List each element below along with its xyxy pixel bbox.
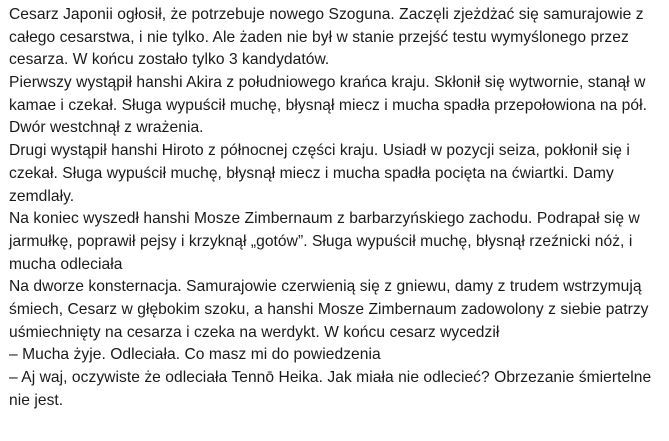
text-line: jarmułkę, poprawił pejsy i krzyknął „gotów”. Sługa wypuścił muchę, błysnął rzeźnicki nóż, i [9,232,633,250]
text-line: – Aj waj, oczywiste że odleciała Tennō Heika. Jak miała nie odlecieć? Obrzezanie śmiertelne [9,369,652,386]
text-line: Drugi wystąpił hanshi Hiroto z północnej części kraju. Usiadł w pozycji seiza, pokłonił się i [9,142,630,160]
text-line: Na koniec wyszedł hanshi Mosze Zimbernaum z barbarzyńskiego zachodu. Podrapał się w [9,210,640,228]
text-line: całego cesarstwa, i nie tylko. Ale żaden nie był w stanie przejść testu wymyślonego przez [9,28,629,46]
text-line: Na dworze konsternacja. Samurajowie czerwienią się z gniewu, damy z trudem wstrzymują [9,278,642,296]
text-line: uśmiechnięty na cesarza i czeka na werdykt. W końcu cesarz wycedził [9,323,500,341]
text-line: czekał. Sługa wypuścił muchę, błysnął miecz i mucha spadła pocięta na ćwiartki. Damy [9,164,614,182]
document-body [9,4,665,412]
text-line: kamae i czekał. Sługa wypuścił muchę, błysnął miecz i mucha spadła przepołowiona na pół. [9,96,647,114]
text-line: Cesarz Japonii ogłosił, że potrzebuje nowego Szoguna. Zaczęli zjeżdżać się samurajowie z [9,6,644,23]
text-line: Dwór westchnął z wrażenia. [9,119,204,137]
text-line: Pierwszy wystąpił hanshi Akira z południowego krańca kraju. Skłonił się wytwornie, stanął w [9,74,646,92]
text-line: – Mucha żyje. Odleciała. Co masz mi do powiedzenia [9,346,381,364]
text-line: mucha odleciała [9,255,123,273]
text-line: zemdlały. [9,187,75,205]
text-line: cesarza. W końcu zostało tylko 3 kandydatów. [9,51,330,69]
text-line: nie jest. [9,391,64,409]
text-line: śmiech, Cesarz w głębokim szoku, a hanshi Mosze Zimbernaum zadowolony z siebie patrzy [9,300,649,318]
